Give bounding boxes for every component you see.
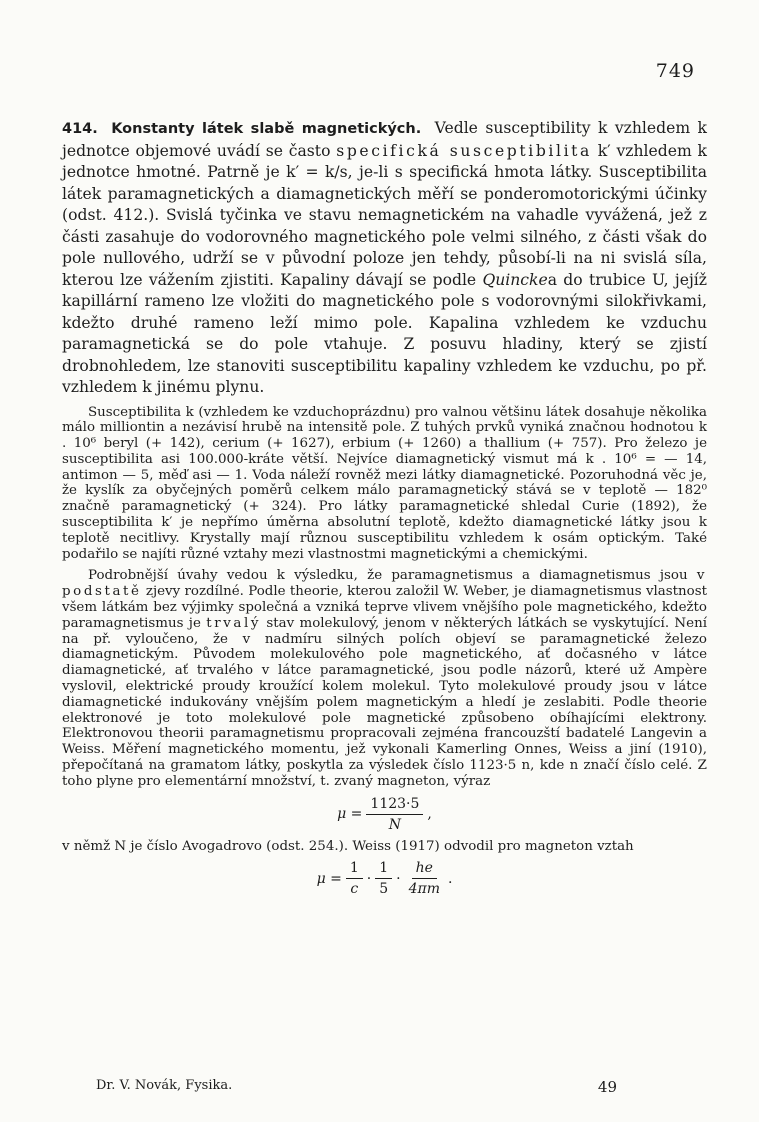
page-content — [62, 118, 707, 903]
theory-text-c: stav molekulový, jenom v některých látkách se vyskytující. Není na př. vyloučeno, že v nadmíru silných polích objeví se paramagnetické železo diamagnetickým. Původem molekulového pole magnetického, ať dočasného v látce diamagnetické, ať trvalého v látce paramagnetické, jsou podle názorů, které už Ampère vyslovil, elektrické proudy kroužící kolem molekul. Tyto molekulové proudy jsou v látce diamagnetické indukovány vnějším polem magnetickým a hledí je zeslabiti. Podle theorie elektronové je toto molekulové pole magnetické způsobeno obíhajícími elektrony. Elektronovou theorii paramagnetismu propracovali zejména francouzští badatelé Langevin a Weiss. Měření magnetického momentu, jež vykonali Kamerling Onnes, Weiss a jiní (1910), přepočítaná na gramatom látky, poskytla za výsledek číslo 1123·5 n, kde n značí číslo celé. Z toho plyne pro elementární množství, t. zvaný magneton, výraz — [62, 615, 707, 789]
formula-weiss-magneton — [62, 860, 707, 897]
section-text-spaced: specifická susceptibilita — [336, 141, 592, 160]
formula1-denominator: N — [388, 816, 402, 833]
page-number: 749 — [655, 60, 695, 82]
section-title: Konstanty látek slabě magnetických. — [111, 121, 422, 137]
formula2-f3-num: he — [412, 860, 437, 879]
paragraph-avogadro: v němž N je číslo Avogadrovo (odst. 254.). Weiss (1917) odvodil pro magneton vztah — [62, 838, 634, 854]
page-footer — [96, 1078, 617, 1096]
formula2-fraction-2 — [375, 860, 392, 897]
formula-magneton — [62, 796, 707, 833]
theory-text-b: zjevy rozdílné. Podle theorie, kterou založil W. Weber, je diamagnetismus vlastnost všem látkám bez výjimky společná a vzniká teprve vlivem vnějšího pole magnetického, kdežto paramagnetismus je — [62, 584, 707, 631]
section-text-c: a do trubice U, jejíž kapillární rameno lze vložiti do magnetického pole s vodorovnými silokřivkami, kdežto druhé rameno leží mimo pole. Kapalina vzhledem ke vzduchu paramagnetická se do pole vtahuje. Z posuvu hladiny, který se zjistí drobnohledem, lze stanoviti susceptibilitu kapaliny vzhledem ke vzduchu, po př. vzhledem k jinému plynu. — [62, 270, 707, 396]
formula2-f3-den: 4πm — [408, 881, 440, 898]
section-text-a: Vedle susceptibility k vzhledem k jednotce objemové uvádí se často — [62, 119, 707, 160]
formula1-tail: , — [427, 806, 432, 823]
formula2-f2-num: 1 — [375, 860, 392, 879]
paragraph-theory — [62, 568, 707, 789]
formula2-fraction-3 — [405, 860, 444, 897]
footer-author: Dr. V. Novák, Fysika. — [96, 1078, 233, 1093]
section-text-b: k′ vzhledem k jednotce hmotné. Patrně je k′ = k/s, je-li s specifická hmota látky. Susceptibilita látek paramagnetických a diamagnetických měří se ponderomotorickými účinky (odst. 412.). Svislá tyčinka ve stavu nemagnetickém na vahadle vyvážená, jež z části zasahuje do vodorovného magnetického pole velmi silného, z části však do pole nullového, udrží se v původní poloze jen tehdy, působí-li na ni svislá síla, kterou lze vážením zjistiti. Kapaliny dávají se podle — [62, 141, 707, 289]
formula1-fraction — [366, 796, 423, 833]
formula2-dot-1: · — [366, 870, 372, 887]
section-number: 414. — [62, 121, 98, 137]
formula2-f1-num: 1 — [346, 860, 363, 879]
paragraph-susceptibility-values: Susceptibilita k (vzhledem ke vzduchoprázdnu) pro valnou většinu látek dosahuje několika málo milliontin a nezávisí hrubě na intensitě pole. Z tuhých prvků vyniká značnou hodnotou k . 10⁶ beryl (+ 142), cerium (+ 1627), erbium (+ 1260) a thallium (+ 757). Pro železo je susceptibilita asi 100.000-kráte větší. Nejvíce diamagnetický vismut má k . 10⁶ = — 14, antimon — 5, měď asi — 1. Voda náleží rovněž mezi látky diamagnetické. Pozoruhodná věc je, že kyslík za obyčejných poměrů celkem málo paramagnetický stává se v teplotě — 182⁰ značně paramagnetický (+ 324). Pro látky paramagnetické shledal Curie (1892), že susceptibilita k′ je nepřímo úměrna absolutní teplotě, kdežto diamagnetické látky jsou k teplotě necitlivy. Krystally mají různou susceptibilitu vzhledem k osám optickým. Také podařilo se najíti různé vztahy mezi vlastnostmi magnetickými a chemickými. — [62, 404, 707, 562]
formula2-dot-2: · — [396, 870, 401, 887]
footer-sheet-number: 49 — [597, 1078, 617, 1096]
theory-spaced-1: v podstatě — [62, 568, 707, 600]
formula2-f1-den: c — [350, 881, 359, 898]
formula2-f2-den: 5 — [379, 881, 389, 898]
formula1-lhs: μ = — [337, 806, 363, 823]
formula1-numerator: 1123·5 — [366, 796, 423, 815]
theory-text-a: Podrobnější úvahy vedou k výsledku, že paramagnetismus a diamagnetismus jsou — [88, 568, 688, 584]
name-quincke: Quincke — [482, 270, 548, 289]
formula2-fraction-1 — [346, 860, 363, 897]
section-414-paragraph — [62, 118, 707, 399]
formula2-tail: . — [447, 870, 453, 887]
formula2-lhs: μ = — [316, 870, 342, 887]
theory-spaced-2: trvalý — [206, 615, 262, 631]
